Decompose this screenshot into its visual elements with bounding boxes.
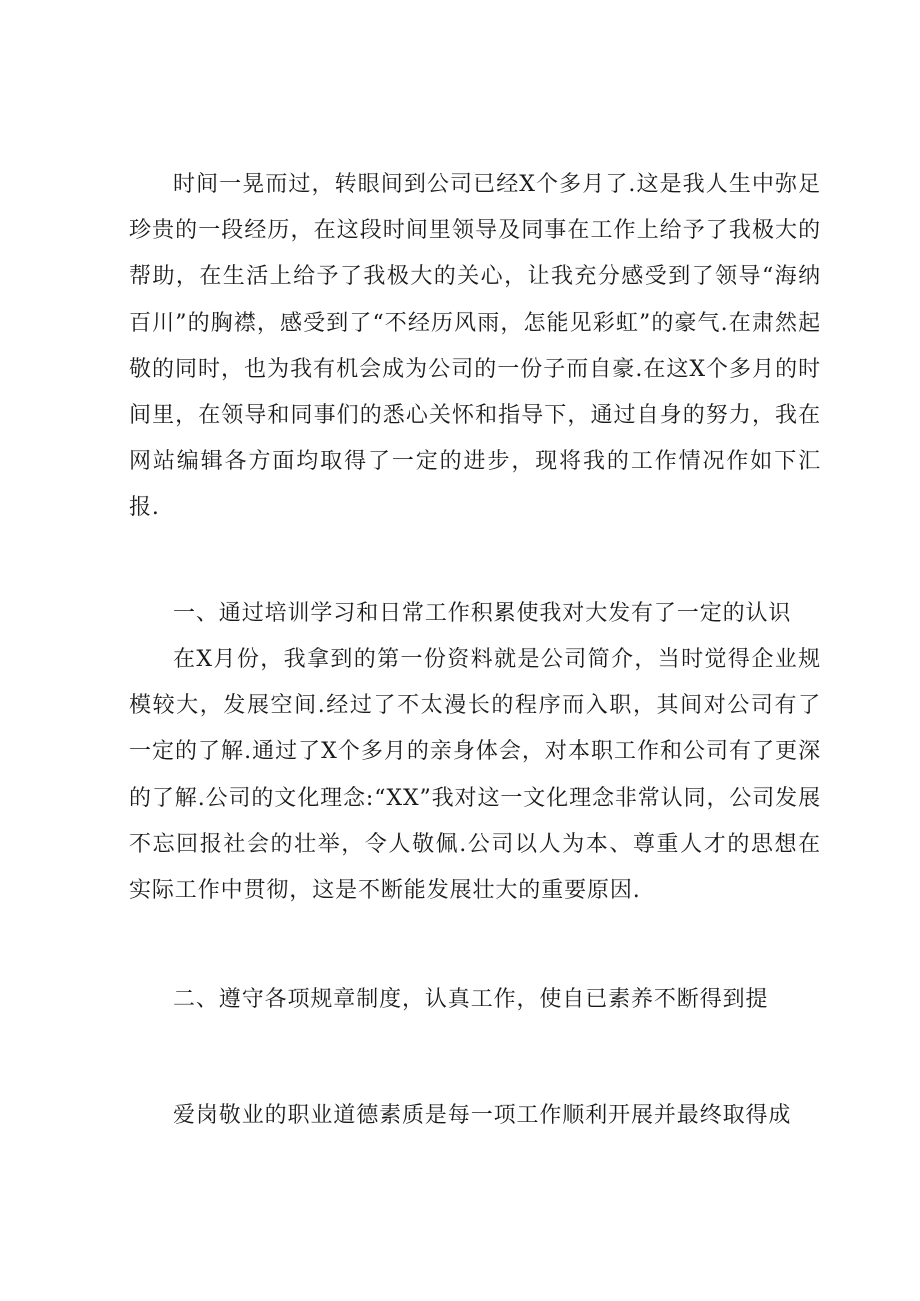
- body-paragraph-section-2: 爱岗敬业的职业道德素质是每一项工作顺利开展并最终取得成: [173, 1103, 792, 1128]
- body-paragraph-intro: 时间一晃而过，转眼间到公司已经X个多月了.这是我人生中弥足珍贵的一段经历，在这段时间里领导及同事在工作上给予了我极大的帮助，在生活上给予了我极大的关心，让我充分感受到了领导“海纳百川”的胸襟，感受到了“不经历风雨，怎能见彩虹”的豪气.在肃然起敬的同时，也为我有机会成为公司的一份子而自豪.在这X个多月的时间里，在领导和同事们的悉心关怀和指导下，通过自身的努力，我在网站编辑各方面均取得了一定的进步，现将我的工作情况作如下汇报.: [129, 172, 821, 521]
- section-heading-2: 二、遵守各项规章制度，认真工作，使自已素养不断得到提: [173, 987, 769, 1012]
- section-heading-1: 一、通过培训学习和日常工作积累使我对大发有了一定的认识: [173, 601, 792, 626]
- body-paragraph-section-1: 在X月份，我拿到的第一份资料就是公司简介，当时觉得企业规模较大，发展空间.经过了不太漫长的程序而入职，其间对公司有了一定的了解.通过了X个多月的亲身体会，对本职工作和公司有了更深的了解.公司的文化理念:“XX”我对这一文化理念非常认同，公司发展不忘回报社会的壮举，令人敬佩.公司以人为本、尊重人才的思想在实际工作中贯彻，这是不断能发展壮大的重要原因.: [129, 647, 821, 904]
